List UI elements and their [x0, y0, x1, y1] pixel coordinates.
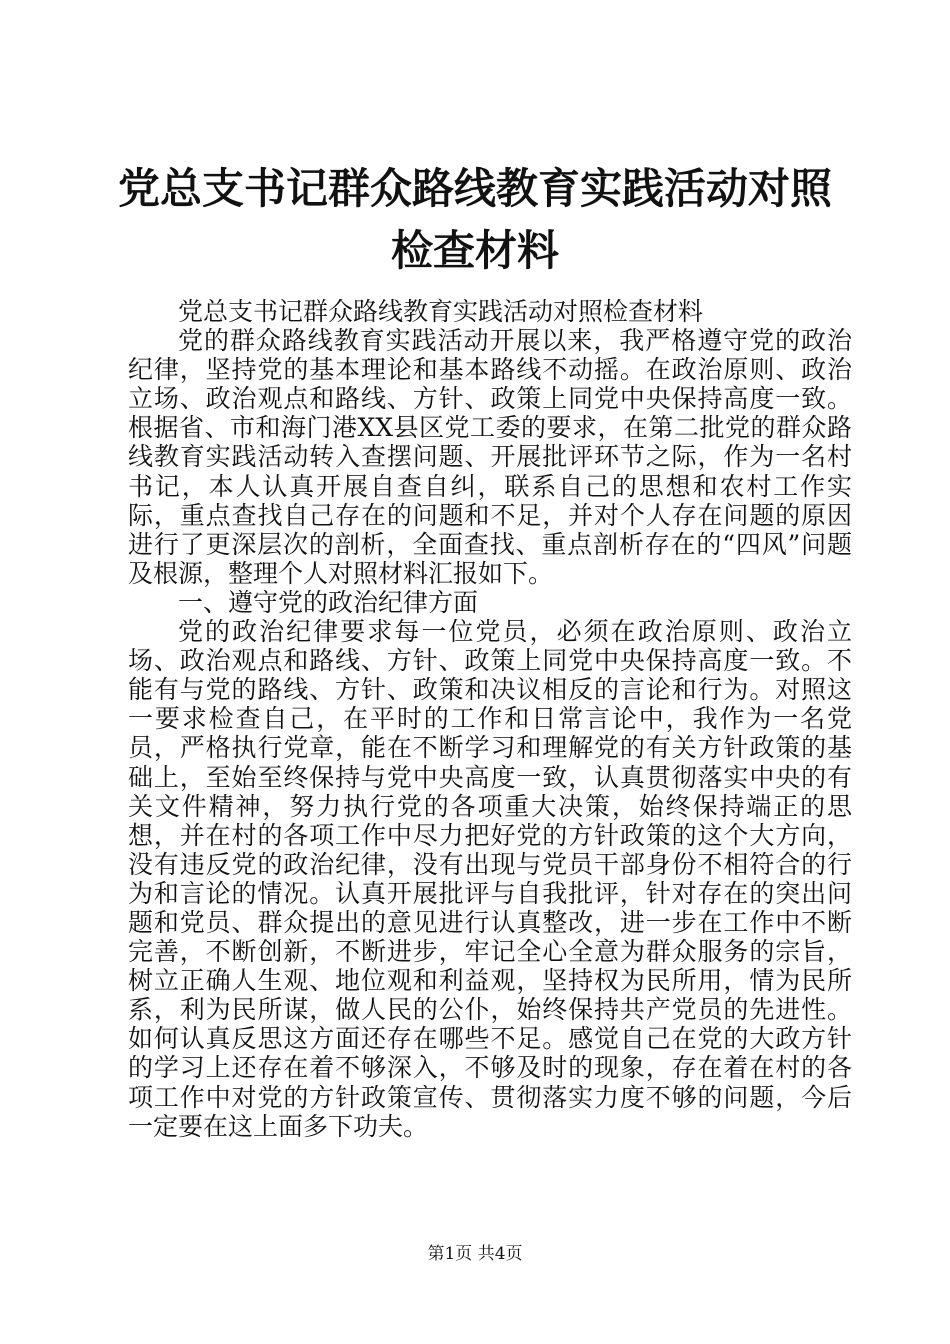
intro-paragraph: 党的群众路线教育实践活动开展以来，我严格遵守党的政治纪律，坚持党的基本理论和基本路线不动摇。在政治原则、政治立场、政治观点和路线、方针、政策上同党中央保持高度一致。根据省、市和海门港XX县区党工委的要求，在第二批党的群众路线教育实践活动转入查摆问题、开展批评环节之际，作为一名村书记，本人认真开展自查自纠，联系自己的思想和农村工作实际，重点查找自己存在的问题和不足，并对个人存在问题的原因进行了更深层次的剖析，全面查找、重点剖析存在的“四风”问题及根源，整理个人对照材料汇报如下。: [128, 326, 852, 588]
page-number-footer: 第1页 共4页: [427, 1244, 523, 1264]
document-body: [128, 297, 852, 1141]
section-paragraph: 党的政治纪律要求每一位党员，必须在政治原则、政治立场、政治观点和路线、方针、政策上同党中央保持高度一致。不能有与党的路线、方针、政策和决议相反的言论和行为。对照这一要求检查自己，在平时的工作和日常言论中，我作为一名党员，严格执行党章，能在不断学习和理解党的有关方针政策的基础上，至始至终保持与党中央高度一致，认真贯彻落实中央的有关文件精神，努力执行党的各项重大决策，始终保持端正的思想，并在村的各项工作中尽力把好党的方针政策的这个大方向，没有违反党的政治纪律，没有出现与党员干部身份不相符合的行为和言论的情况。认真开展批评与自我批评，针对存在的突出问题和党员、群众提出的意见进行认真整改，进一步在工作中不断完善，不断创新，不断进步，牢记全心全意为群众服务的宗旨，树立正确人生观、地位观和利益观，坚持权为民所用，情为民所系，利为民所谋，做人民的公仆，始终保持共产党员的先进性。如何认真反思这方面还存在哪些不足。感觉自己在党的大政方针的学习上还存在着不够深入，不够及时的现象，存在着在村的各项工作中对党的方针政策宣传、贯彻落实力度不够的问题，今后一定要在这上面多下功夫。: [128, 617, 852, 1141]
subtitle-paragraph: 党总支书记群众路线教育实践活动对照检查材料: [178, 297, 704, 326]
section-heading: 一、遵守党的政治纪律方面: [178, 587, 479, 617]
document-title: 党总支书记群众路线教育实践活动对照检查材料: [117, 164, 832, 275]
